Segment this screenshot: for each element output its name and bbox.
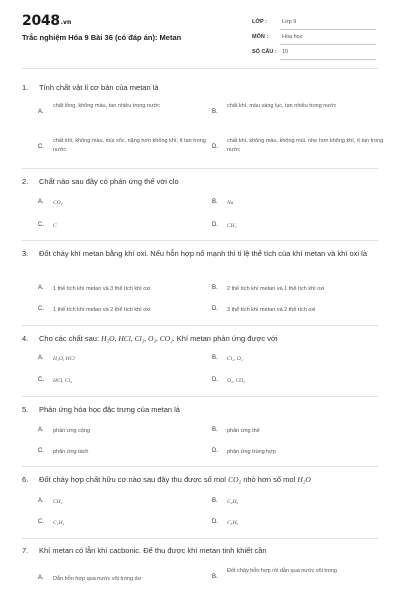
meta-key: LỚP : xyxy=(252,19,267,25)
option-7a[interactable]: A. Dẫn hỗn hợp qua nước vôi trong dư xyxy=(38,575,142,582)
option-1d[interactable]: D. chất khí, không màu, không mùi, nhẹ hơn không khí, ít tan trong nước xyxy=(212,138,384,153)
option-4d[interactable]: D. O₂, CO₂ xyxy=(212,377,246,384)
question-5 xyxy=(22,404,378,415)
option-2a[interactable]: A. CO₂ xyxy=(38,199,63,206)
meta-count xyxy=(252,46,376,60)
option-4b[interactable]: B. Cl₂, O₂ xyxy=(212,355,243,362)
option-3c[interactable]: C. 1 thể tích khí metan và 2 thể tích khí oxi xyxy=(38,306,151,313)
option-2d[interactable]: D. CH₄ xyxy=(212,222,237,229)
meta-key: MÔN : xyxy=(252,34,269,40)
question-number: 3. xyxy=(22,249,29,258)
option-2c[interactable]: C. C xyxy=(38,222,57,229)
meta-value: Hóa học xyxy=(282,34,303,40)
option-5a[interactable]: A. phản ứng cộng xyxy=(38,427,91,434)
logo-text: 2048 xyxy=(22,13,60,29)
option-1c[interactable]: C. chất khí, không màu, mùi xốc, nặng hơn không khí, ít tan trong nước xyxy=(38,138,206,153)
question-text: Tính chất vật lí cơ bản của metan là xyxy=(39,83,159,92)
question-text: Đốt cháy khí metan bằng khí oxi. Nếu hỗn hợp nổ mạnh thì tỉ lệ thể tích của khí metan và khí oxi là xyxy=(39,249,368,258)
option-3b[interactable]: B. 2 thể tích khí metan và 1 thể tích khí oxi xyxy=(212,285,325,292)
option-6b[interactable]: B. C₂H₆ xyxy=(212,498,239,505)
question-7 xyxy=(22,545,378,556)
option-4c[interactable]: C. HCl, Cl₂ xyxy=(38,377,73,384)
question-number: 1. xyxy=(22,83,29,92)
option-1a[interactable]: A. chất lỏng, không màu, tan nhiều trong nước xyxy=(38,103,160,115)
page-title: Trắc nghiệm Hóa 9 Bài 36 (có đáp án): Metan xyxy=(22,33,182,42)
question-text: Chất nào sau đây có phản ứng thế với clo xyxy=(39,177,179,186)
meta-key: SỐ CÂU : xyxy=(252,49,277,55)
option-2b[interactable]: B. Na xyxy=(212,199,234,206)
meta-value: 10 xyxy=(282,49,289,55)
meta-subject xyxy=(252,31,376,45)
question-4: 4. Cho các chất sau: H₂O, HCl, Cl₂, O₂, CO₂. Khí metan phản ứng được với xyxy=(22,334,278,343)
logo-suffix: .vn xyxy=(60,19,72,26)
option-1b[interactable]: B. chất khí, màu vàng lục, tan nhiều trong nước xyxy=(212,103,337,115)
question-text: Phản ứng hóa học đặc trưng của metan là xyxy=(39,405,180,414)
option-4a[interactable]: A. H₂O, HCl xyxy=(38,355,75,362)
option-6c[interactable]: C. C₂H₄ xyxy=(38,519,65,526)
option-5d[interactable]: D. phản ứng trùng hợp xyxy=(212,448,276,455)
question-number: 4. xyxy=(22,334,29,343)
question-1 xyxy=(22,82,378,93)
meta-value: Lớp 9 xyxy=(282,19,297,25)
question-number: 6. xyxy=(22,475,29,484)
page-header xyxy=(0,0,400,64)
option-3d[interactable]: D. 3 thể tích khí metan và 2 thể tích oxi xyxy=(212,306,316,313)
site-logo[interactable] xyxy=(22,13,71,29)
question-number: 5. xyxy=(22,405,29,414)
question-3 xyxy=(22,248,378,270)
header-divider xyxy=(22,68,378,69)
option-5b[interactable]: B. phản ứng thế xyxy=(212,427,260,434)
option-3a[interactable]: A. 1 thể tích khí metan và 3 thể tích khí oxi xyxy=(38,285,151,292)
option-6d[interactable]: D. C₆H₆ xyxy=(212,519,239,526)
meta-class xyxy=(252,16,376,30)
option-6a[interactable]: A. CH₄ xyxy=(38,498,63,505)
option-5c[interactable]: C. phản ứng tách xyxy=(38,448,89,455)
option-7b[interactable]: B. Đốt cháy hỗn hợp rồi dẫn qua nước vôi trong xyxy=(212,568,337,580)
question-number: 2. xyxy=(22,177,29,186)
question-number: 7. xyxy=(22,546,29,555)
question-6: 6. Đốt cháy hợp chất hữu cơ nào sau đây thu được số mol CO₂ nhỏ hơn số mol H₂O xyxy=(22,475,311,484)
question-2 xyxy=(22,176,378,187)
question-text: Khí metan có lẫn khí cacbonic. Để thu được khí metan tinh khiết cần xyxy=(39,546,267,555)
formula-list: H₂O, HCl, Cl₂, O₂, CO₂. xyxy=(101,334,175,343)
